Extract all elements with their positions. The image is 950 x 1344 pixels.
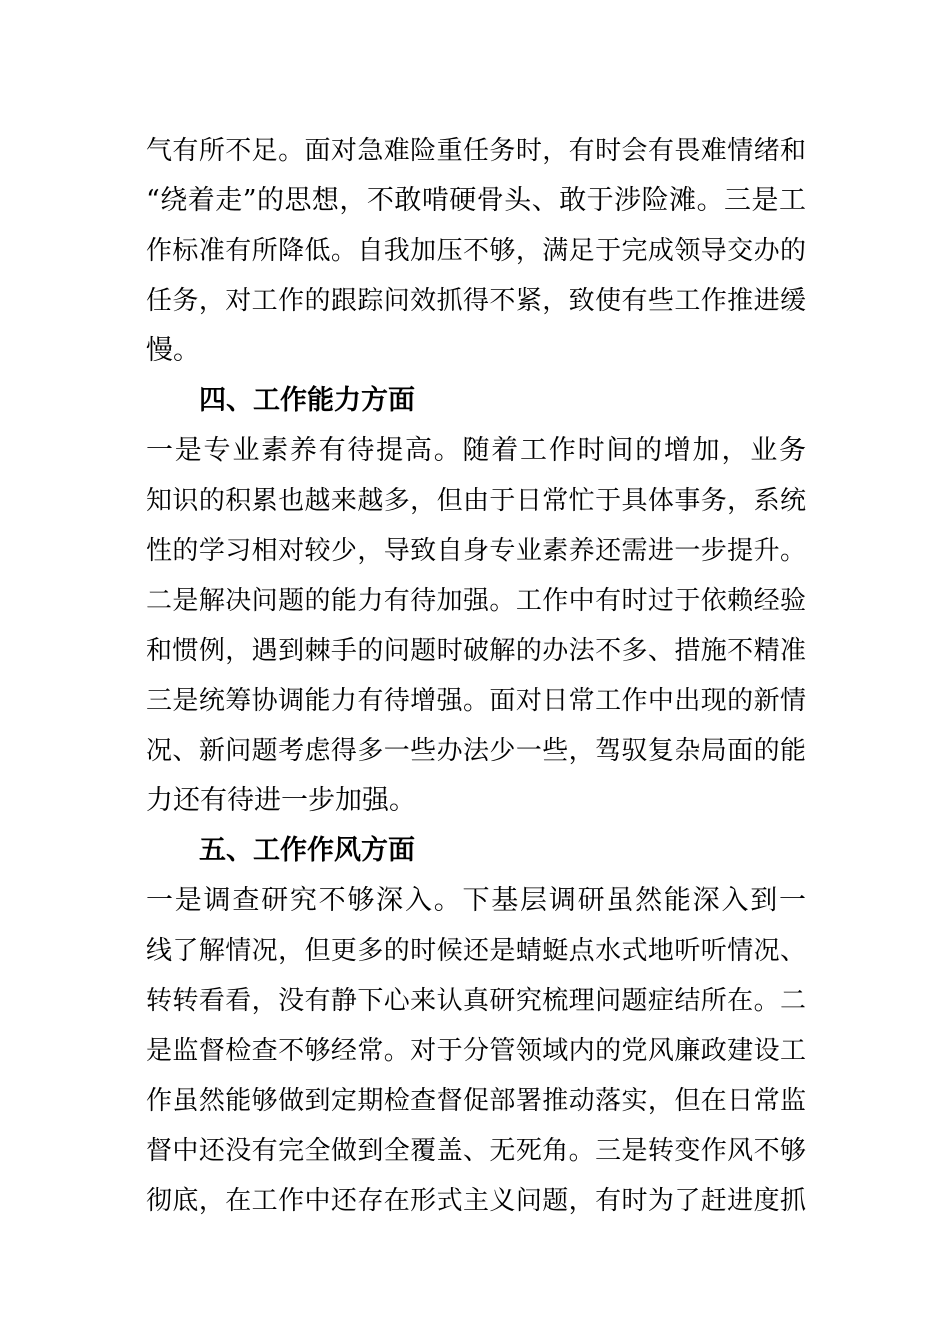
paragraph-line: 知识的积累也越来越多，但由于日常忙于具体事务，系统 xyxy=(146,486,806,516)
paragraph-line: 彻底，在工作中还存在形式主义问题，有时为了赶进度抓 xyxy=(146,1186,806,1216)
paragraph-line: 转转看看，没有静下心来认真研究梳理问题症结所在。二 xyxy=(146,986,806,1016)
paragraph-line: 性的学习相对较少，导致自身专业素养还需进一步提升。 xyxy=(146,536,806,566)
paragraph-line: 作虽然能够做到定期检查督促部署推动落实，但在日常监 xyxy=(146,1086,806,1116)
paragraph-line: 三是统筹协调能力有待增强。面对日常工作中出现的新情 xyxy=(146,686,806,716)
paragraph-line: 气有所不足。面对急难险重任务时，有时会有畏难情绪和 xyxy=(146,136,806,166)
paragraph-line: 督中还没有完全做到全覆盖、无死角。三是转变作风不够 xyxy=(146,1136,806,1166)
paragraph-line: 况、新问题考虑得多一些办法少一些，驾驭复杂局面的能 xyxy=(146,736,806,766)
paragraph-line: 和惯例，遇到棘手的问题时破解的办法不多、措施不精准 xyxy=(146,636,806,666)
paragraph-line: 二是解决问题的能力有待加强。工作中有时过于依赖经验 xyxy=(146,586,806,616)
paragraph-line: 慢。 xyxy=(146,335,200,366)
paragraph-line: 线了解情况，但更多的时候还是蜻蜓点水式地听听情况、 xyxy=(146,936,806,966)
paragraph-line: 一是调查研究不够深入。下基层调研虽然能深入到一 xyxy=(146,885,806,916)
section-heading-work-style: 五、工作作风方面 xyxy=(199,835,415,866)
paragraph-line: 是监督检查不够经常。对于分管领域内的党风廉政建设工 xyxy=(146,1036,806,1066)
paragraph-line: 力还有待进一步加强。 xyxy=(146,785,416,816)
paragraph-line: 作标准有所降低。自我加压不够，满足于完成领导交办的 xyxy=(146,236,806,266)
paragraph-line: 任务，对工作的跟踪问效抓得不紧，致使有些工作推进缓 xyxy=(146,286,806,316)
paragraph-line: “绕着走”的思想，不敢啃硬骨头、敢于涉险滩。三是工 xyxy=(146,185,806,216)
section-heading-work-ability: 四、工作能力方面 xyxy=(199,385,415,416)
paragraph-line: 一是专业素养有待提高。随着工作时间的增加，业务 xyxy=(146,435,806,466)
